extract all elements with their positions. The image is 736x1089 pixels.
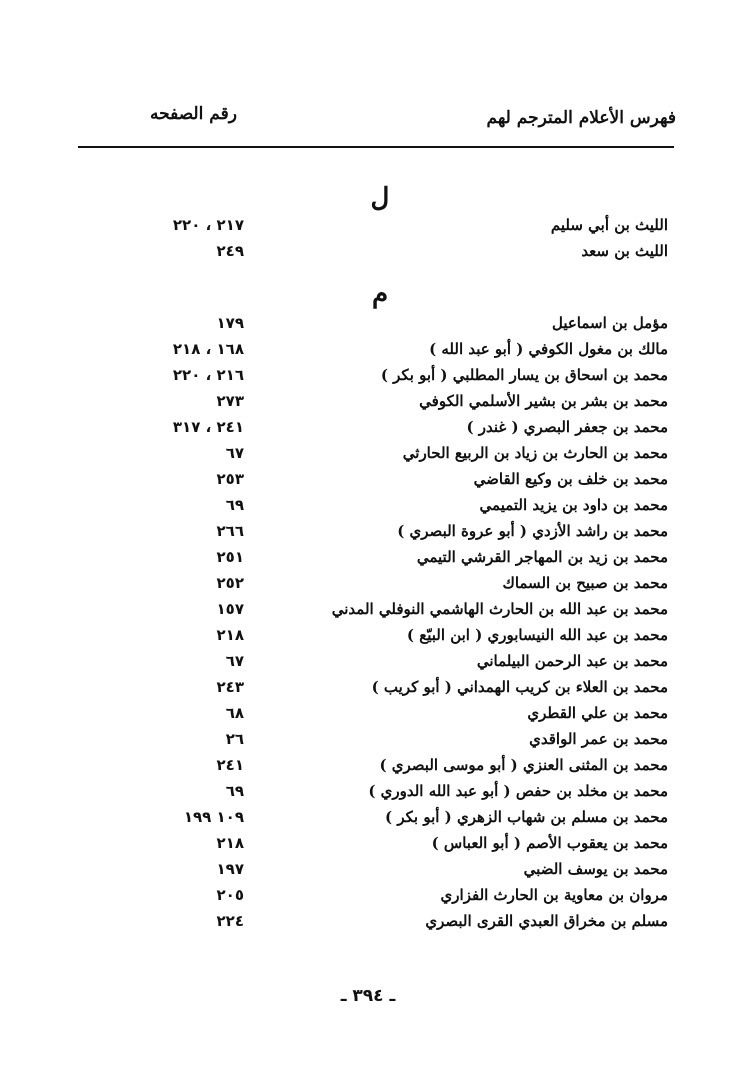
index-entry: [0, 242, 736, 268]
index-entry: [0, 678, 736, 704]
entry-name: محمد بن يوسف الضبي: [523, 860, 668, 878]
entry-pages: ٦٩: [225, 496, 244, 514]
entry-pages: ٢٦٦: [216, 522, 244, 540]
entry-name: مروان بن معاوية بن الحارث الفزاري: [440, 886, 668, 904]
entry-name: محمد بن بشر بن بشير الأسلمي الكوفي: [419, 392, 668, 410]
index-entry: [0, 782, 736, 808]
index-entry: [0, 314, 736, 340]
entry-name: محمد بن مخلد بن حفص ( أبو عبد الله الدوري ): [368, 782, 668, 800]
entry-pages: ١٥٧: [216, 600, 244, 618]
entry-name: محمد بن العلاء بن كريب الهمداني ( أبو كريب ): [371, 678, 668, 696]
entry-name: الليث بن سعد: [581, 242, 668, 260]
entry-name: محمد بن جعفر البصري ( غندر ): [466, 418, 668, 436]
entry-name: محمد بن الحارث بن زياد بن الربيع الحارثي: [402, 444, 668, 462]
entry-pages: ٢٤١ ، ٣١٧: [172, 418, 244, 436]
section-letter-mim: م: [371, 279, 389, 309]
entry-pages: ٢٥٣: [216, 470, 244, 488]
index-entry: [0, 340, 736, 366]
entry-pages: ١٠٩ ١٩٩: [183, 808, 244, 826]
entry-pages: ٦٧: [225, 444, 244, 462]
index-entry: [0, 392, 736, 418]
entry-name: محمد بن زيد بن المهاجر القرشي التيمي: [416, 548, 668, 566]
index-entry: [0, 652, 736, 678]
section-letter-lam: ل: [370, 183, 390, 213]
entry-pages: ١٦٨ ، ٢١٨: [172, 340, 244, 358]
index-entry: [0, 626, 736, 652]
index-entry: [0, 418, 736, 444]
index-entry: [0, 834, 736, 860]
entry-pages: ٢٤١: [216, 756, 244, 774]
index-entry: [0, 574, 736, 600]
entry-pages: ٢١٦ ، ٢٢٠: [172, 366, 244, 384]
entry-name: محمد بن اسحاق بن يسار المطلبي ( أبو بكر ): [380, 366, 668, 384]
entry-name: الليث بن أبي سليم: [550, 216, 668, 234]
entry-pages: ٦٧: [225, 652, 244, 670]
entry-name: مؤمل بن اسماعيل: [551, 314, 668, 332]
entry-pages: ٢٧٣: [216, 392, 244, 410]
index-entry: [0, 444, 736, 470]
entry-pages: ٢١٧ ، ٢٢٠: [172, 216, 244, 234]
entry-pages: ٦٩: [225, 782, 244, 800]
entry-name: محمد بن صبيح بن السماك: [502, 574, 668, 592]
index-entry: [0, 808, 736, 834]
entry-name: محمد بن خلف بن وكيع القاضي: [473, 470, 668, 488]
index-entry: [0, 600, 736, 626]
index-entry: [0, 522, 736, 548]
entry-pages: ٢٦: [225, 730, 244, 748]
entry-name: محمد بن علي القطري: [527, 704, 668, 722]
index-entry: [0, 860, 736, 886]
entry-pages: ٢٥٢: [216, 574, 244, 592]
entry-name: محمد بن عبد الله بن الحارث الهاشمي النوفلي المدني: [331, 600, 668, 618]
entry-pages: ٢٠٥: [216, 886, 244, 904]
index-entry: [0, 756, 736, 782]
index-entry: [0, 366, 736, 392]
entry-name: محمد بن عمر الواقدي: [529, 730, 668, 748]
header-rule: [78, 146, 674, 148]
entry-name: محمد بن المثنى العنزي ( أبو موسى البصري ): [379, 756, 668, 774]
entry-pages: ٢٤٣: [216, 678, 244, 696]
index-entry: [0, 886, 736, 912]
entry-name: محمد بن داود بن يزيد التميمي: [479, 496, 668, 514]
entry-pages: ٢٢٤: [216, 912, 244, 930]
index-entry: [0, 216, 736, 242]
entry-pages: ١٧٩: [216, 314, 244, 332]
index-entry: [0, 704, 736, 730]
entry-pages: ٢١٨: [216, 834, 244, 852]
entry-name: محمد بن مسلم بن شهاب الزهري ( أبو بكر ): [385, 808, 668, 826]
entry-name: مسلم بن مخراق العبدي القرى البصري: [425, 912, 668, 930]
entry-pages: ٢٤٩: [216, 242, 244, 260]
entry-name: محمد بن راشد الأزدي ( أبو عروة البصري ): [397, 522, 668, 540]
page-number: ـ ٣٩٤ ـ: [340, 986, 396, 1006]
entry-name: محمد بن يعقوب الأصم ( أبو العباس ): [431, 834, 668, 852]
index-entry: [0, 730, 736, 756]
entry-name: مالك بن مغول الكوفي ( أبو عبد الله ): [429, 340, 668, 358]
entry-name: محمد بن عبد الرحمن البيلماني: [476, 652, 668, 670]
index-title: فهرس الأعلام المترجم لهم: [486, 108, 676, 128]
index-entry: [0, 912, 736, 938]
entry-pages: ٦٨: [225, 704, 244, 722]
entry-pages: ٢١٨: [216, 626, 244, 644]
index-entry: [0, 548, 736, 574]
entry-pages: ٢٥١: [216, 548, 244, 566]
page-number-column-heading: رقم الصفحه: [150, 104, 237, 124]
index-entry: [0, 496, 736, 522]
entry-pages: ١٩٧: [216, 860, 244, 878]
index-entry: [0, 470, 736, 496]
entry-name: محمد بن عبد الله النيسابوري ( ابن البيّع ): [406, 626, 668, 644]
